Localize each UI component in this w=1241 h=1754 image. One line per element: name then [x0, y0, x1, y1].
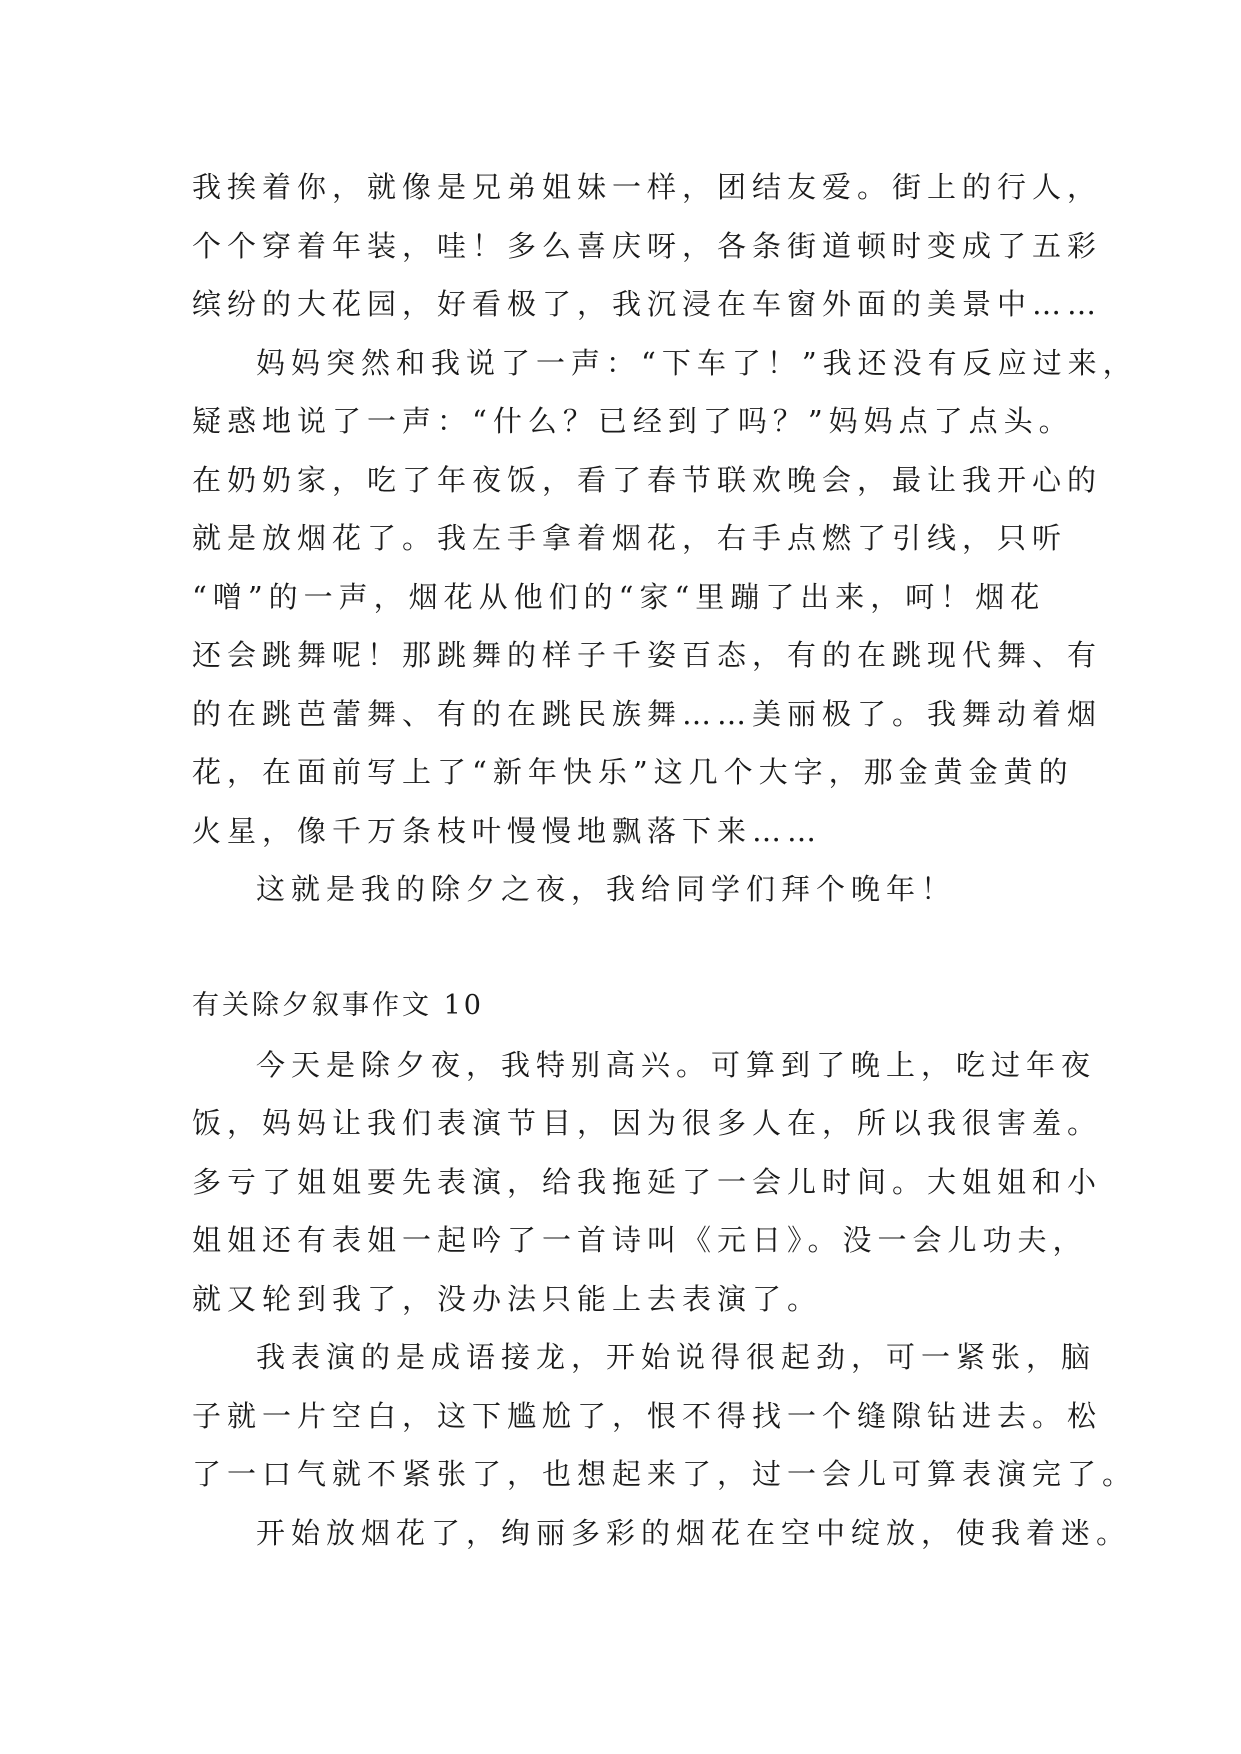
paragraph-line: 我挨着你，就像是兄弟姐妹一样，团结友爱。街上的行人， — [192, 170, 1103, 204]
paragraph-line: 这就是我的除夕之夜，我给同学们拜个晚年！ — [256, 872, 957, 906]
paragraph-line: 火星，像千万条枝叶慢慢地飘落下来…… — [192, 813, 823, 848]
paragraph-line: 缤纷的大花园，好看极了，我沉浸在车窗外面的美景中…… — [192, 287, 1103, 321]
paragraph-line: “噌”的一声，烟花从他们的“家“里蹦了出来，呵！烟花 — [192, 579, 1046, 614]
paragraph-line: 子就一片空白，这下尴尬了，恨不得找一个缝隙钻进去。松 — [192, 1398, 1103, 1433]
paragraph-line: 饭，妈妈让我们表演节目，因为很多人在，所以我很害羞。 — [192, 1106, 1103, 1140]
paragraph-line: 个个穿着年装，哇！多么喜庆呀，各条街道顿时变成了五彩 — [192, 228, 1103, 263]
paragraph-line: 疑惑地说了一声：“什么？已经到了吗？”妈妈点了点头。 — [192, 404, 1074, 438]
section-spacer — [192, 919, 1072, 978]
paragraph-line: 妈妈突然和我说了一声：“下车了！”我还没有反应过来， — [256, 345, 1138, 380]
document-body — [192, 158, 1138, 1562]
paragraph-line: 开始放烟花了，绚丽多彩的烟花在空中绽放，使我着迷。 — [256, 1515, 1132, 1550]
paragraph-line: 今天是除夕夜，我特别高兴。可算到了晚上，吃过年夜 — [256, 1047, 1097, 1082]
paragraph-line: 的在跳芭蕾舞、有的在跳民族舞……美丽极了。我舞动着烟 — [192, 696, 1103, 731]
paragraph-line: 还会跳舞呢！那跳舞的样子千姿百态，有的在跳现代舞、有 — [192, 638, 1103, 672]
paragraph-line: 就又轮到我了，没办法只能上去表演了。 — [192, 1281, 823, 1316]
paragraph-line: 我表演的是成语接龙，开始说得很起劲，可一紧张，脑 — [256, 1340, 1097, 1374]
paragraph-line: 在奶奶家，吃了年夜饭，看了春节联欢晚会，最让我开心的 — [192, 462, 1103, 497]
paragraph-line: 花，在面前写上了“新年快乐”这几个大字，那金黄金黄的 — [192, 755, 1074, 789]
paragraph-line: 姐姐还有表姐一起吟了一首诗叫《元日》。没一会儿功夫， — [192, 1223, 1088, 1257]
paragraph-line: 了一口气就不紧张了，也想起来了，过一会儿可算表演完了。 — [192, 1457, 1138, 1491]
paragraph-line: 多亏了姐姐要先表演，给我拖延了一会儿时间。大姐姐和小 — [192, 1164, 1103, 1199]
section-title: 有关除夕叙事作文 10 — [192, 990, 484, 1021]
paragraph-line: 就是放烟花了。我左手拿着烟花，右手点燃了引线，只听 — [192, 521, 1068, 555]
